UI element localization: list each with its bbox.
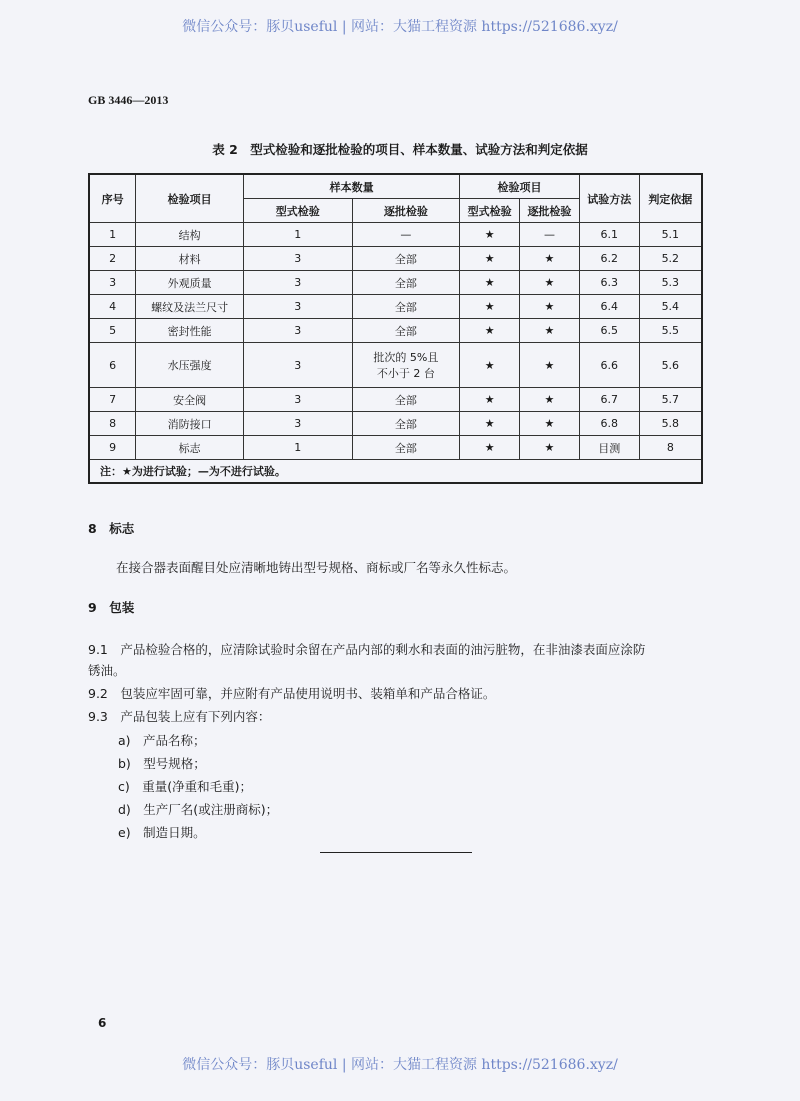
- list-item: b) 型号规格；: [118, 756, 206, 771]
- cell-type-test: ★: [460, 223, 520, 247]
- cell-type-qty: 3: [243, 412, 352, 436]
- header-type-test-qty: 型式检验: [243, 199, 352, 223]
- table-row: [89, 388, 702, 412]
- cell-batch-qty: 全部: [352, 247, 460, 271]
- cell-method: 6.5: [579, 319, 639, 343]
- cell-batch-test: ★: [520, 271, 580, 295]
- watermark-bottom: 微信公众号：豚贝useful | 网站：大猫工程资源 https://521686.xyz/: [182, 1057, 618, 1073]
- cell-item: 消防接口: [136, 412, 244, 436]
- cell-item: 安全阀: [136, 388, 244, 412]
- cell-type-qty: 3: [243, 388, 352, 412]
- package-content-list: [118, 729, 278, 844]
- cell-batch-test: —: [520, 223, 580, 247]
- cell-batch-qty: 全部: [352, 271, 460, 295]
- cell-batch-test: ★: [520, 436, 580, 460]
- cell-type-test: ★: [460, 343, 520, 388]
- cell-batch-qty: 全部: [352, 388, 460, 412]
- section-8-text: 在接合器表面醒目处应清晰地铸出型号规格、商标或厂名等永久性标志。: [116, 560, 517, 575]
- header-batch-test-qty: 逐批检验: [352, 199, 460, 223]
- cell-type-qty: 3: [243, 295, 352, 319]
- cell-method: 6.6: [579, 343, 639, 388]
- cell-criteria: 5.1: [639, 223, 702, 247]
- cell-item: 结构: [136, 223, 244, 247]
- cell-method: 6.4: [579, 295, 639, 319]
- cell-criteria: 5.8: [639, 412, 702, 436]
- cell-item: 水压强度: [136, 343, 244, 388]
- cell-method: 6.3: [579, 271, 639, 295]
- watermark-top: 微信公众号：豚贝useful | 网站：大猫工程资源 https://521686.xyz/: [182, 19, 618, 35]
- section-9-3: 9.3 产品包装上应有下列内容：: [88, 709, 271, 724]
- cell-batch-qty: 全部: [352, 295, 460, 319]
- section-9-title: 9 包装: [88, 600, 135, 615]
- cell-type-test: ★: [460, 388, 520, 412]
- cell-type-qty: 1: [243, 223, 352, 247]
- cell-item: 密封性能: [136, 319, 244, 343]
- table-caption: 表 2 型式检验和逐批检验的项目、样本数量、试验方法和判定依据: [212, 142, 588, 157]
- cell-batch-test: ★: [520, 295, 580, 319]
- table-row: [89, 247, 702, 271]
- cell-criteria: 5.3: [639, 271, 702, 295]
- cell-type-test: ★: [460, 271, 520, 295]
- table-note: 注：★为进行试验；—为不进行试验。: [89, 460, 702, 484]
- cell-no: 6: [89, 343, 136, 388]
- table-row: [89, 223, 702, 247]
- section-9-1-line2: 锈油。: [88, 663, 126, 678]
- cell-no: 1: [89, 223, 136, 247]
- table-row: [89, 343, 702, 388]
- cell-batch-test: ★: [520, 388, 580, 412]
- cell-type-test: ★: [460, 319, 520, 343]
- section-8-title: 8 标志: [88, 521, 135, 536]
- cell-type-test: ★: [460, 436, 520, 460]
- cell-batch-qty: 批次的 5%且不小于 2 台: [352, 343, 460, 388]
- cell-criteria: 5.5: [639, 319, 702, 343]
- header-item: 检验项目: [136, 174, 244, 223]
- cell-type-test: ★: [460, 412, 520, 436]
- cell-type-qty: 3: [243, 343, 352, 388]
- cell-batch-test: ★: [520, 247, 580, 271]
- cell-batch-qty: 全部: [352, 436, 460, 460]
- cell-item: 外观质量: [136, 271, 244, 295]
- cell-no: 5: [89, 319, 136, 343]
- cell-type-test: ★: [460, 295, 520, 319]
- cell-batch-test: ★: [520, 412, 580, 436]
- cell-type-qty: 3: [243, 271, 352, 295]
- cell-no: 9: [89, 436, 136, 460]
- cell-no: 7: [89, 388, 136, 412]
- header-method: 试验方法: [579, 174, 639, 223]
- cell-batch-qty: 全部: [352, 319, 460, 343]
- cell-no: 2: [89, 247, 136, 271]
- cell-no: 4: [89, 295, 136, 319]
- cell-no: 8: [89, 412, 136, 436]
- header-sample-qty: 样本数量: [243, 174, 459, 199]
- page-number: 6: [98, 1016, 107, 1030]
- cell-item: 材料: [136, 247, 244, 271]
- cell-batch-test: ★: [520, 319, 580, 343]
- cell-method: 6.1: [579, 223, 639, 247]
- cell-batch-qty: 全部: [352, 412, 460, 436]
- cell-criteria: 5.4: [639, 295, 702, 319]
- cell-type-test: ★: [460, 247, 520, 271]
- cell-item: 标志: [136, 436, 244, 460]
- table-row: [89, 436, 702, 460]
- cell-batch-qty: —: [352, 223, 460, 247]
- cell-batch-test: ★: [520, 343, 580, 388]
- cell-criteria: 8: [639, 436, 702, 460]
- list-item: c) 重量(净重和毛重)；: [118, 779, 253, 794]
- header-type-test: 型式检验: [460, 199, 520, 223]
- table-row: [89, 271, 702, 295]
- inspection-table: [88, 173, 703, 484]
- cell-no: 3: [89, 271, 136, 295]
- cell-criteria: 5.6: [639, 343, 702, 388]
- section-9-1-line1: 9.1 产品检验合格的，应清除试验时余留在产品内部的剩水和表面的油污脏物，在非油漆表面应涂防: [88, 642, 646, 657]
- list-item: a) 产品名称；: [118, 733, 206, 748]
- header-no: 序号: [89, 174, 136, 223]
- table-row: [89, 295, 702, 319]
- cell-criteria: 5.2: [639, 247, 702, 271]
- cell-item: 螺纹及法兰尺寸: [136, 295, 244, 319]
- cell-type-qty: 3: [243, 247, 352, 271]
- list-item: e) 制造日期。: [118, 825, 206, 840]
- section-9-2: 9.2 包装应牢固可靠，并应附有产品使用说明书、装箱单和产品合格证。: [88, 686, 496, 701]
- cell-type-qty: 3: [243, 319, 352, 343]
- cell-method: 目测: [579, 436, 639, 460]
- standard-number: GB 3446—2013: [88, 93, 169, 107]
- cell-method: 6.2: [579, 247, 639, 271]
- header-batch-test: 逐批检验: [520, 199, 580, 223]
- cell-method: 6.8: [579, 412, 639, 436]
- cell-method: 6.7: [579, 388, 639, 412]
- table-row: [89, 319, 702, 343]
- header-criteria: 判定依据: [639, 174, 702, 223]
- end-rule: [320, 852, 472, 853]
- table-row: [89, 412, 702, 436]
- header-inspection: 检验项目: [460, 174, 580, 199]
- cell-criteria: 5.7: [639, 388, 702, 412]
- cell-type-qty: 1: [243, 436, 352, 460]
- list-item: d) 生产厂名(或注册商标)；: [118, 802, 279, 817]
